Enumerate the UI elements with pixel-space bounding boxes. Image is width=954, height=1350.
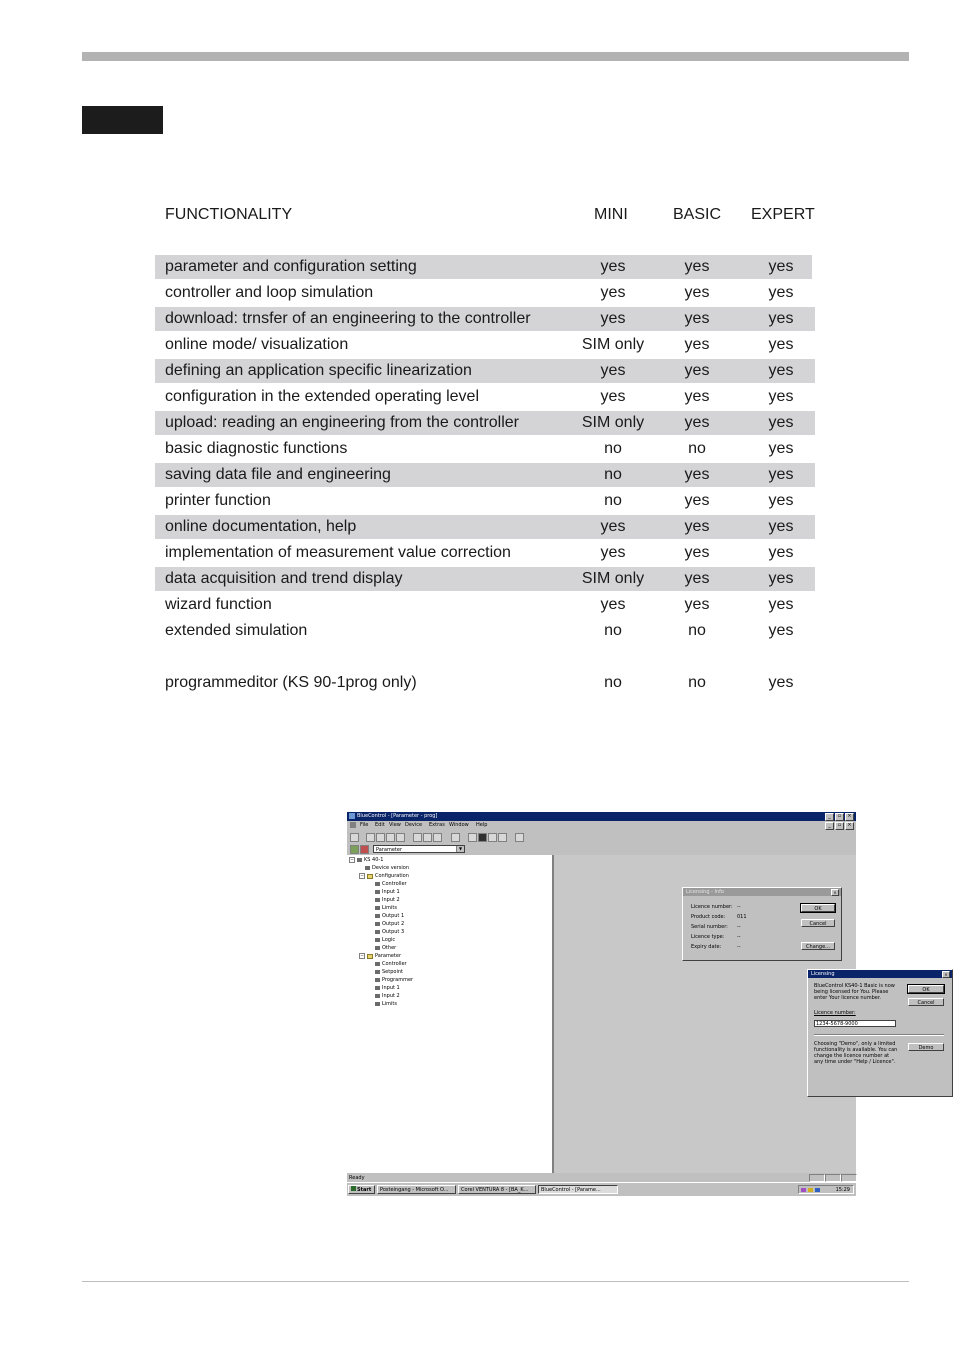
close-icon[interactable]: × — [831, 889, 839, 896]
toolbar — [347, 831, 856, 843]
menu-edit[interactable]: Edit — [375, 822, 385, 828]
mini-cell: SIM only — [581, 414, 645, 431]
tree-item[interactable] — [375, 985, 400, 991]
tree-item[interactable] — [375, 1001, 397, 1007]
info-cancel-button[interactable]: Cancel — [801, 919, 835, 927]
tree-device-version[interactable]: Device version — [365, 865, 409, 871]
info-value: 011 — [737, 914, 747, 920]
tray-icon[interactable] — [801, 1188, 806, 1192]
function-cell: defining an application specific linearization — [165, 362, 472, 379]
info-value: -- — [737, 934, 741, 940]
basic-cell: yes — [684, 388, 710, 405]
table-row — [155, 255, 812, 279]
table-row — [155, 307, 815, 331]
task-outlook[interactable]: Posteingang - Microsoft O... — [377, 1185, 456, 1194]
licensing-info-dialog — [682, 887, 842, 961]
gear-icon — [375, 978, 380, 982]
expert-cell: yes — [768, 284, 794, 301]
licensing-ok-button[interactable]: OK — [908, 985, 944, 993]
tree-item-label: Logic — [382, 937, 396, 943]
open-icon[interactable] — [376, 833, 385, 842]
table-row — [155, 489, 815, 513]
doc-close-button[interactable]: × — [845, 822, 854, 830]
gear-icon — [375, 1002, 380, 1006]
menu-device[interactable]: Device — [405, 822, 423, 828]
basic-cell: yes — [684, 284, 710, 301]
function-cell: extended simulation — [165, 622, 308, 639]
expert-cell: yes — [768, 570, 794, 587]
windows-logo-icon — [351, 1186, 356, 1191]
window-title: BlueControl - [Parameter - prog] — [357, 813, 438, 819]
close-button[interactable]: × — [845, 813, 854, 821]
basic-cell: yes — [684, 518, 710, 535]
gear-icon — [375, 922, 380, 926]
gear-icon — [375, 898, 380, 902]
demo-text: Choosing "Demo", only a limited functionality is available. You can change the licence number at any time under "Help / Licence". — [814, 1041, 898, 1065]
section-tab — [82, 106, 163, 134]
expert-cell: yes — [768, 362, 794, 379]
basic-cell: no — [688, 440, 706, 457]
info-label: Serial number: — [691, 924, 728, 930]
cut-icon[interactable] — [413, 833, 422, 842]
status-pane — [825, 1174, 841, 1182]
menu-help[interactable]: Help — [476, 822, 488, 828]
basic-cell: yes — [684, 544, 710, 561]
tree-item[interactable] — [375, 889, 400, 895]
table-icon[interactable] — [468, 833, 477, 842]
save-icon[interactable] — [386, 833, 395, 842]
tree-item-label: Controller — [382, 881, 407, 887]
device-icon[interactable] — [478, 833, 487, 842]
table-row — [155, 411, 815, 435]
status-bar — [347, 1173, 856, 1182]
expert-cell: yes — [768, 596, 794, 613]
expert-cell: yes — [768, 440, 794, 457]
title-bar — [347, 812, 856, 821]
function-cell: saving data file and engineering — [165, 466, 391, 483]
expert-cell: yes — [768, 258, 794, 275]
menu-bar — [347, 821, 856, 830]
tree-configuration[interactable]: − Configuration — [360, 873, 409, 879]
mini-cell: yes — [600, 388, 626, 405]
tree-item-label: Input 1 — [382, 889, 400, 895]
tree-item[interactable] — [375, 993, 400, 999]
function-cell: wizard function — [165, 596, 272, 613]
mini-cell: yes — [600, 362, 626, 379]
function-cell: configuration in the extended operating level — [165, 388, 479, 405]
licensing-dialog — [807, 969, 953, 1097]
task-bluecontrol[interactable]: BlueControl - [Parame... — [538, 1185, 618, 1194]
mini-cell: no — [604, 492, 622, 509]
navigation-tree — [347, 855, 554, 1173]
gear-icon — [375, 906, 380, 910]
header-expert: EXPERT — [751, 206, 815, 223]
tray-icon[interactable] — [808, 1188, 813, 1192]
mini-cell: no — [604, 622, 622, 639]
tree-item-label: Controller — [382, 961, 407, 967]
workspace — [554, 855, 948, 1173]
info-value: -- — [737, 944, 741, 950]
mini-cell: no — [604, 466, 622, 483]
clock: 15:29 — [835, 1187, 850, 1193]
tree-item-label: Other — [382, 945, 397, 951]
app-icon — [349, 813, 355, 819]
functionality-table — [155, 200, 835, 691]
expert-cell: yes — [768, 518, 794, 535]
expert-cell: yes — [768, 492, 794, 509]
expert-cell: yes — [768, 674, 794, 691]
tree-root[interactable]: − KS 40-1 — [350, 857, 384, 863]
tree-item-label: Programmer — [382, 977, 414, 983]
table-header — [155, 200, 835, 230]
print-preview-icon[interactable] — [396, 833, 405, 842]
info-ok-button[interactable]: OK — [801, 904, 835, 912]
function-cell: upload: reading an engineering from the controller — [165, 414, 520, 431]
view-combo[interactable] — [373, 845, 465, 853]
tree-item[interactable] — [375, 969, 403, 975]
gear-icon — [375, 914, 380, 918]
top-rule — [82, 52, 909, 61]
maximize-button[interactable]: ▫ — [835, 813, 844, 821]
table-row — [155, 281, 815, 305]
status-text: Ready — [349, 1175, 365, 1181]
function-cell: controller and loop simulation — [165, 284, 374, 301]
table-row — [155, 359, 815, 383]
licence-number-input[interactable]: 1234-5678-9000 — [814, 1020, 896, 1027]
basic-cell: yes — [684, 492, 710, 509]
table-row — [155, 333, 815, 357]
help-icon[interactable] — [515, 833, 524, 842]
tree-item-label: Output 2 — [382, 921, 405, 927]
printer-icon[interactable] — [451, 833, 460, 842]
tree-item-label: Output 3 — [382, 929, 405, 935]
expert-cell: yes — [768, 414, 794, 431]
table-row — [155, 515, 815, 539]
table-row — [155, 385, 815, 409]
gear-icon — [375, 962, 380, 966]
gear-icon — [375, 994, 380, 998]
paste-icon[interactable] — [433, 833, 442, 842]
info-label: Product code: — [691, 914, 726, 920]
status-pane — [841, 1174, 857, 1182]
view-combo-value: Parameter — [376, 847, 403, 853]
demo-button[interactable]: Demo — [908, 1043, 944, 1051]
gear-icon — [375, 938, 380, 942]
gear-icon — [365, 866, 370, 870]
mini-cell: yes — [600, 596, 626, 613]
tree-item-label: Output 1 — [382, 913, 405, 919]
menu-file[interactable]: File — [360, 822, 369, 828]
licensing-title: Licensing — [808, 970, 952, 978]
expert-cell: yes — [768, 310, 794, 327]
mini-cell: yes — [600, 518, 626, 535]
offline-icon[interactable] — [360, 845, 369, 854]
tree-item[interactable] — [375, 929, 404, 935]
gear-icon — [375, 970, 380, 974]
function-cell: download: trnsfer of an engineering to the controller — [165, 310, 531, 327]
folder-icon — [367, 954, 373, 959]
basic-cell: yes — [684, 414, 710, 431]
tree-item-label: Setpoint — [382, 969, 403, 975]
basic-cell: yes — [684, 362, 710, 379]
close-icon[interactable]: × — [942, 971, 950, 978]
tree-item[interactable] — [375, 881, 407, 887]
table-row — [155, 619, 815, 643]
table-row — [155, 671, 815, 695]
app-screenshot — [347, 812, 948, 1195]
divider — [814, 1034, 944, 1036]
task-ventura[interactable]: Corel VENTURA 8 - [BA_K... — [458, 1185, 536, 1194]
function-cell: programmeditor (KS 90-1prog only) — [165, 674, 417, 691]
header-basic: BASIC — [673, 206, 722, 223]
status-pane — [809, 1174, 825, 1182]
tree-item[interactable] — [375, 921, 404, 927]
header-functionality: FUNCTIONALITY — [165, 206, 293, 223]
table-row — [155, 567, 815, 591]
collapse-icon[interactable]: − — [350, 857, 354, 862]
chevron-down-icon[interactable]: ▼ — [456, 846, 464, 852]
system-tray — [798, 1185, 854, 1194]
mini-cell: yes — [600, 284, 626, 301]
gear-icon — [375, 890, 380, 894]
function-cell: printer function — [165, 492, 271, 509]
basic-cell: no — [688, 674, 706, 691]
info-label: Expiry date: — [691, 944, 722, 950]
basic-cell: yes — [684, 310, 710, 327]
tree-item[interactable] — [375, 961, 407, 967]
gear-icon — [375, 882, 380, 886]
collapse-icon[interactable]: − — [360, 873, 364, 878]
doc-restore-button[interactable]: ▫ — [835, 822, 844, 830]
menu-extras[interactable]: Extras — [429, 822, 445, 828]
mini-cell: yes — [600, 310, 626, 327]
basic-cell: no — [688, 622, 706, 639]
mini-cell: no — [604, 440, 622, 457]
licensing-message: BlueControl KS40-1 Basic is now being licensed for You. Please enter Your licence number. — [814, 983, 895, 1001]
connect-icon[interactable] — [350, 845, 359, 854]
info-label: Licence number: — [691, 904, 733, 910]
minimize-button[interactable]: _ — [825, 813, 834, 821]
tree-item[interactable] — [375, 905, 397, 911]
tree-item[interactable] — [375, 897, 400, 903]
tree-item-label: Input 2 — [382, 993, 400, 999]
tree-item[interactable] — [375, 937, 395, 943]
header-mini: MINI — [594, 206, 628, 223]
expert-cell: yes — [768, 388, 794, 405]
tree-item[interactable] — [375, 945, 396, 951]
info-value: -- — [737, 924, 741, 930]
basic-cell: yes — [684, 336, 710, 353]
info-change-button[interactable]: Change... — [801, 942, 835, 950]
info-label: Licence type: — [691, 934, 725, 940]
licensing-info-title: Licensing - Info — [683, 888, 841, 896]
tree-item-label: Limits — [382, 1001, 397, 1007]
basic-cell: yes — [684, 570, 710, 587]
transfer-icon[interactable] — [488, 833, 497, 842]
basic-cell: yes — [684, 596, 710, 613]
expert-cell: yes — [768, 466, 794, 483]
mini-cell: yes — [600, 544, 626, 561]
disconnect-icon[interactable] — [498, 833, 507, 842]
licence-number-label: Licence number: — [814, 1010, 856, 1016]
start-button[interactable]: Start — [348, 1185, 375, 1194]
expert-cell: yes — [768, 544, 794, 561]
function-cell: online documentation, help — [165, 518, 357, 535]
tree-item-label: Limits — [382, 905, 397, 911]
basic-cell: yes — [684, 258, 710, 275]
function-cell: parameter and configuration setting — [165, 258, 417, 275]
tree-item[interactable] — [375, 913, 404, 919]
doc-minimize-button[interactable]: _ — [825, 822, 834, 830]
tree-item[interactable] — [375, 977, 413, 983]
expert-cell: yes — [768, 336, 794, 353]
new-icon[interactable] — [366, 833, 375, 842]
toolbar-secondary — [347, 843, 856, 855]
collapse-icon[interactable]: − — [360, 953, 364, 958]
device-node-icon — [357, 858, 362, 862]
function-cell: online mode/ visualization — [165, 336, 349, 353]
licensing-cancel-button[interactable]: Cancel — [908, 998, 944, 1006]
menu-view[interactable]: View — [389, 822, 401, 828]
basic-cell: yes — [684, 466, 710, 483]
mini-cell: yes — [600, 258, 626, 275]
tray-icon[interactable] — [815, 1188, 820, 1192]
mini-cell: no — [604, 674, 622, 691]
menu-window[interactable]: Window — [449, 822, 469, 828]
tree-item-label: Input 1 — [382, 985, 400, 991]
function-cell: data acquisition and trend display — [165, 570, 403, 587]
doc-icon — [350, 822, 356, 828]
gear-icon — [375, 930, 380, 934]
expert-cell: yes — [768, 622, 794, 639]
bottom-rule — [82, 1281, 909, 1282]
folder-icon — [367, 874, 373, 879]
table-row — [155, 541, 815, 565]
function-cell: implementation of measurement value correction — [165, 544, 511, 561]
copy-icon[interactable] — [423, 833, 432, 842]
grid-icon[interactable] — [350, 833, 359, 842]
table-row — [155, 463, 815, 487]
taskbar — [347, 1182, 856, 1196]
table-row — [155, 437, 815, 461]
mini-cell: SIM only — [581, 336, 645, 353]
gear-icon — [375, 946, 380, 950]
tree-parameter[interactable]: − Parameter — [360, 953, 402, 959]
tree-item-label: Input 2 — [382, 897, 400, 903]
table-row — [155, 593, 815, 617]
gear-icon — [375, 986, 380, 990]
mini-cell: SIM only — [581, 570, 645, 587]
function-cell: basic diagnostic functions — [165, 440, 348, 457]
info-value: -- — [737, 904, 741, 910]
